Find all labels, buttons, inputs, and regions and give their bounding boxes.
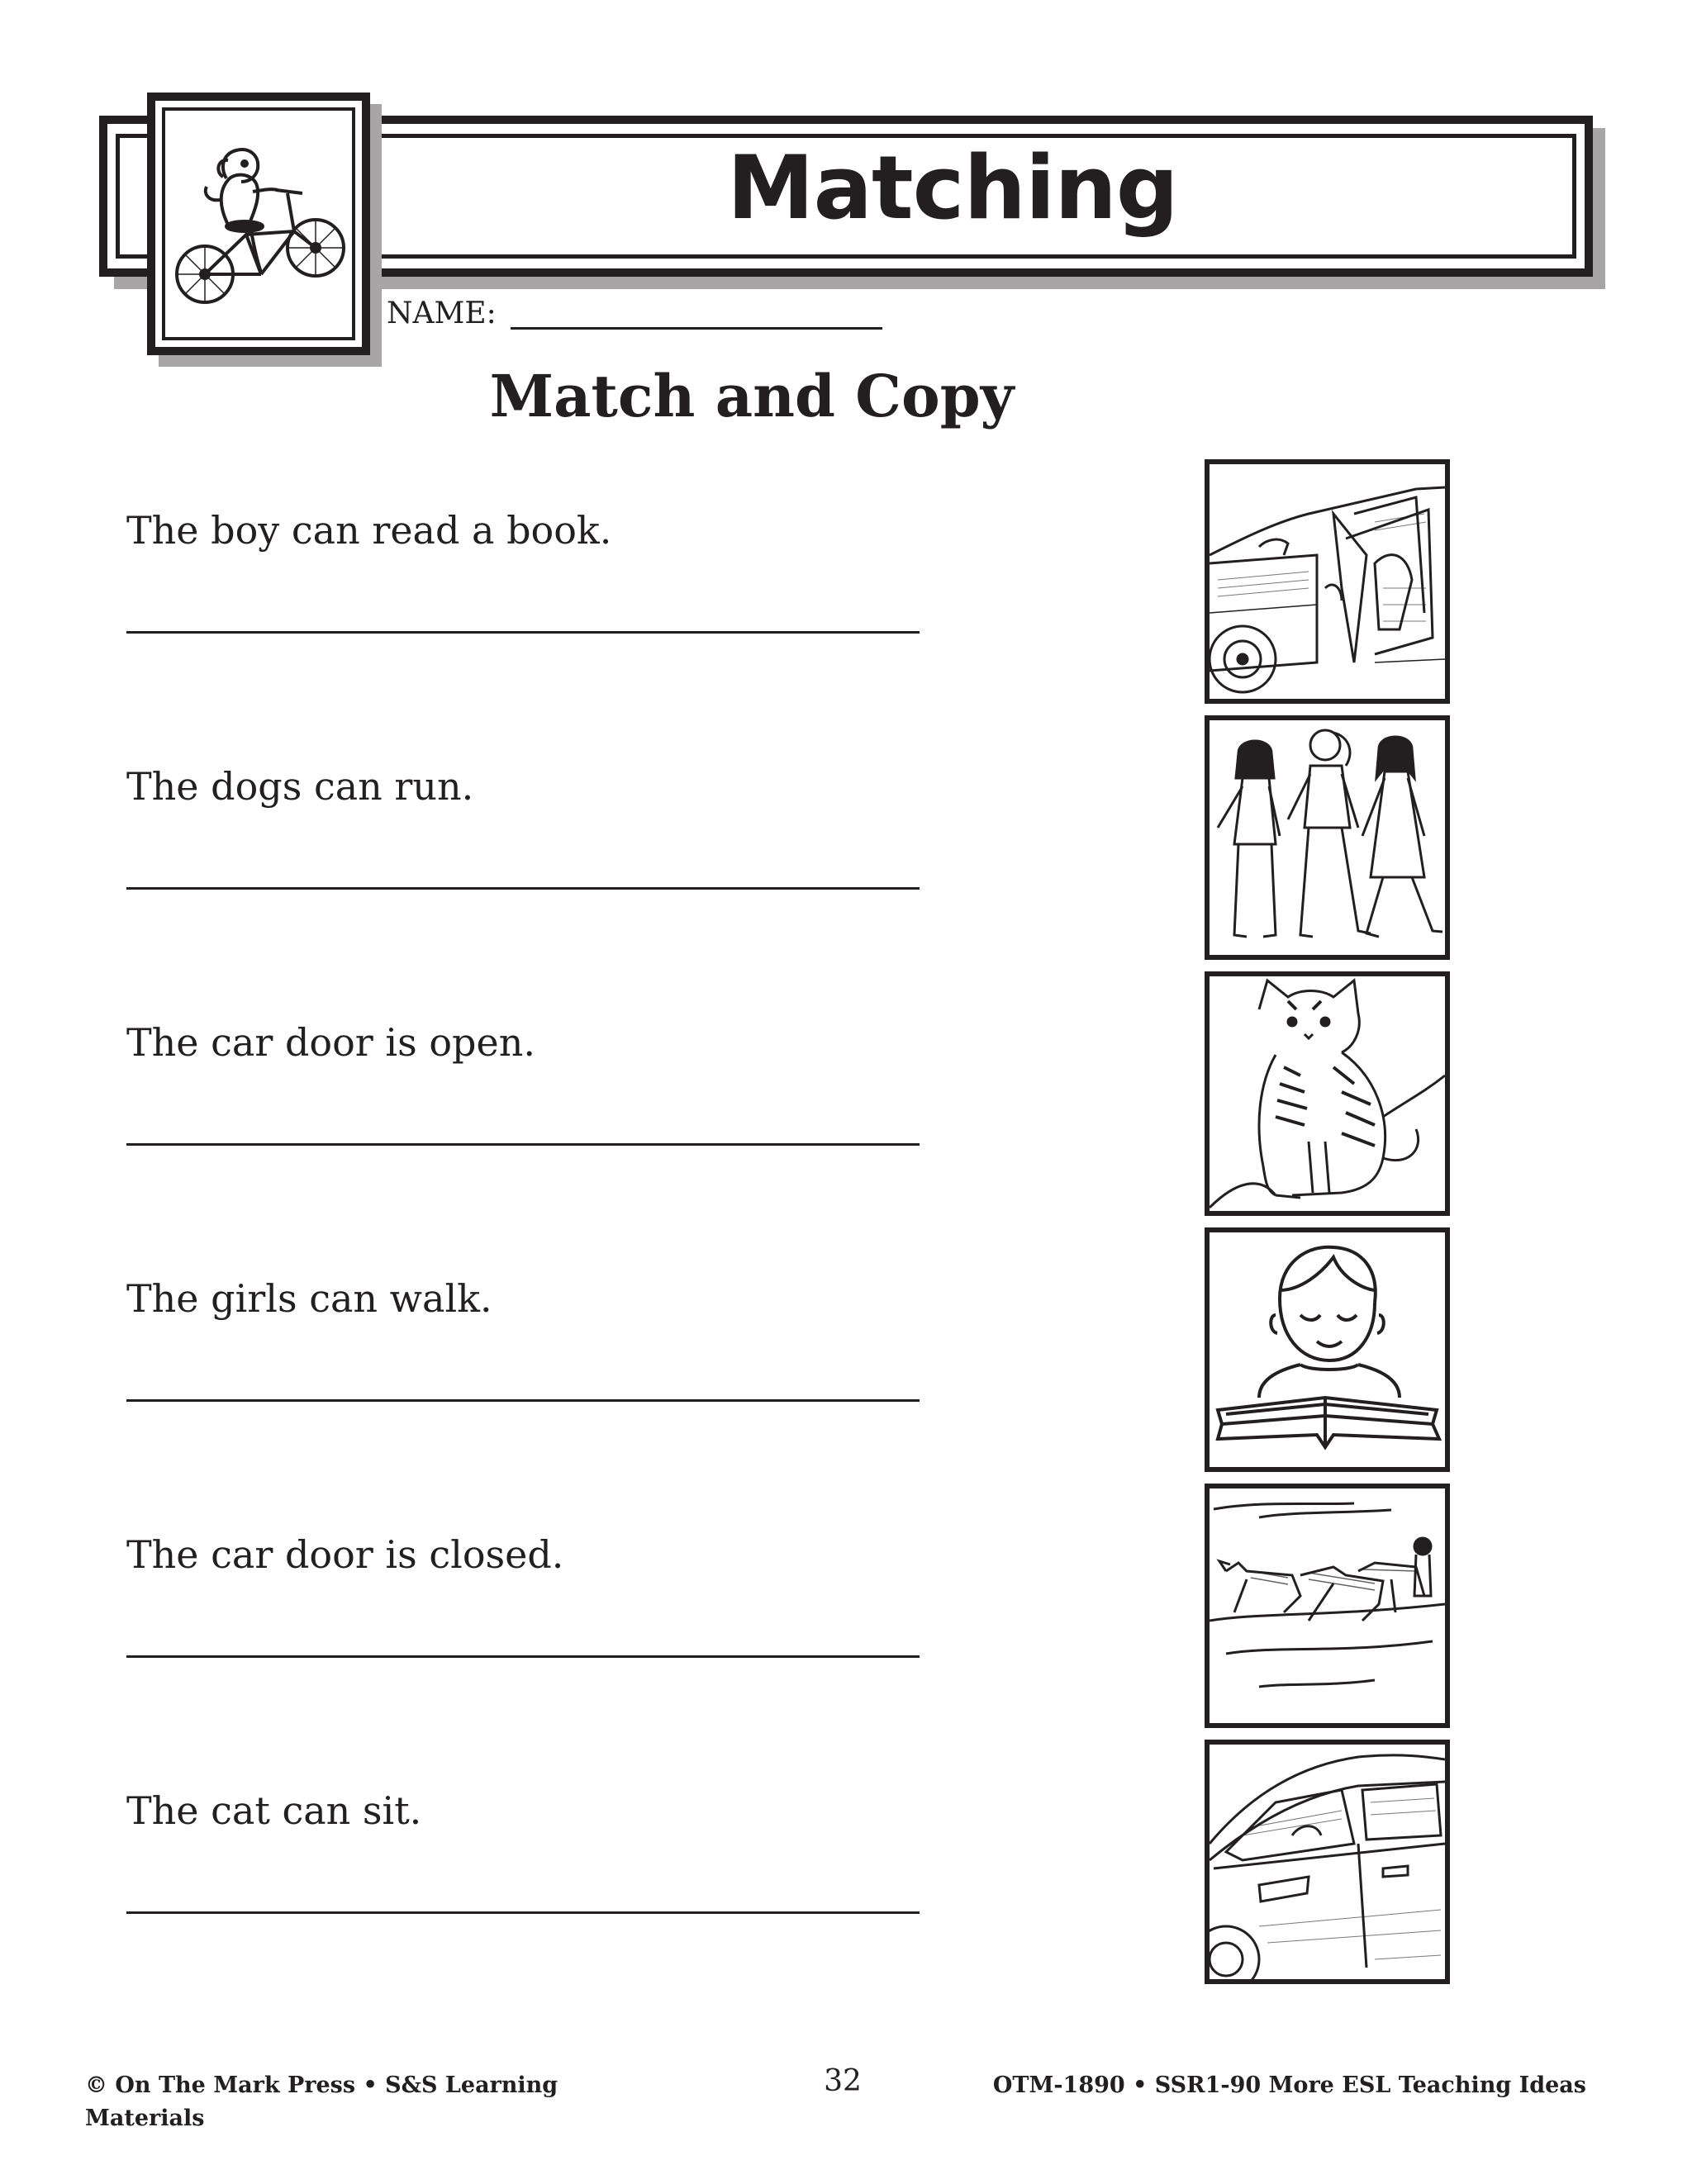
- copy-line-1[interactable]: [126, 631, 920, 634]
- sentence-4: The girls can walk.: [126, 1276, 492, 1321]
- copy-line-5[interactable]: [126, 1655, 920, 1658]
- running-dogs-icon: [1210, 1488, 1445, 1723]
- name-label: NAME:: [387, 297, 497, 330]
- sentence-6: The cat can sit.: [126, 1788, 422, 1833]
- copy-line-3[interactable]: [126, 1143, 920, 1146]
- boy-reading-book-icon: [1210, 1232, 1445, 1467]
- picture-3: [1205, 971, 1450, 1216]
- dog-on-bicycle-icon: [170, 142, 354, 307]
- picture-6: [1205, 1740, 1450, 1984]
- page-title: Matching: [727, 137, 1178, 239]
- sentence-1: The boy can read a book.: [126, 508, 612, 553]
- sentence-3: The car door is open.: [126, 1020, 535, 1065]
- picture-1: [1205, 459, 1450, 704]
- footer-product-code: OTM-1890 • SSR1-90 More ESL Teaching Ideas: [992, 2072, 1586, 2098]
- copy-line-2[interactable]: [126, 887, 920, 890]
- picture-5: [1205, 1484, 1450, 1728]
- sentence-5: The car door is closed.: [126, 1532, 564, 1577]
- sentence-2: The dogs can run.: [126, 764, 474, 809]
- open-car-door-icon: [1210, 464, 1445, 699]
- footer-copyright: © On The Mark Press • S&S Learning Materials: [85, 2072, 558, 2131]
- closed-car-door-icon: [1210, 1745, 1445, 1979]
- girls-walking-icon: [1210, 720, 1445, 955]
- copy-line-4[interactable]: [126, 1399, 920, 1402]
- picture-2: [1205, 715, 1450, 960]
- logo-box: [147, 93, 370, 355]
- copy-line-6[interactable]: [126, 1911, 920, 1914]
- sitting-cat-icon: [1210, 976, 1445, 1211]
- page-number: 32: [824, 2064, 862, 2098]
- section-subtitle: Match and Copy: [489, 362, 1015, 430]
- picture-4: [1205, 1227, 1450, 1472]
- name-write-line[interactable]: [511, 327, 882, 330]
